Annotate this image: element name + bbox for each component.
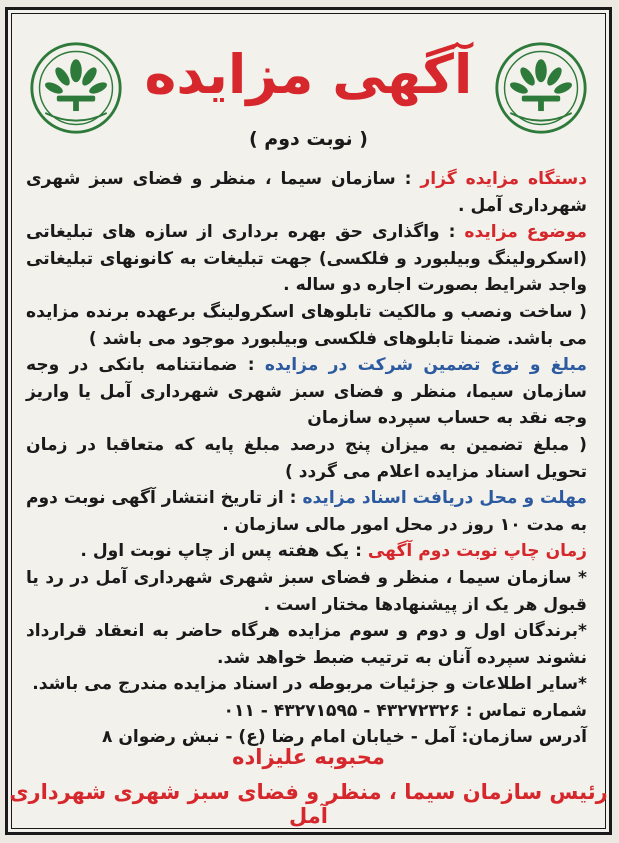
- notice-title: آگهی مزایده: [144, 43, 473, 106]
- construction-note: ( ساخت ونصب و مالکیت تابلوهای اسکرولینگ برعهده برنده مزایده می باشد. ضمنا تابلوهای فلکسی وبیلبورد موجود می باشد ): [26, 301, 587, 349]
- guarantee-label: مبلغ و نوع تضمین شرکت در مزایده: [264, 355, 587, 376]
- organization-logo-left: [28, 40, 124, 136]
- signer-title: رئیس سازمان سیما ، منظر و فضای سبز شهری شهرداری آمل: [9, 780, 608, 828]
- print-label: زمان چاپ نوبت دوم آگهی: [367, 541, 587, 562]
- signer-name: محبوبه علیزاده: [232, 745, 385, 769]
- notice-page: [5, 7, 612, 835]
- deadline-line: [26, 485, 587, 538]
- contact-phone: شماره تماس : ۴۳۲۷۲۳۲۶ - ۴۳۲۷۱۵۹۵ - ۰۱۱: [223, 700, 587, 721]
- guarantee-note: ( مبلغ تضمین به میزان پنج درصد مبلغ پایه که متعاقبا در زمان تحویل اسناد مزایده اعلام می گردد ): [26, 434, 587, 482]
- subject-value: : واگذاری حق بهره برداری از سازه های تبلیغاتی (اسکرولینگ وبیلبورد و فلکسی) جهت تبلیغات به کانونهای تبلیغاتی واجد شرایط بصورت اجاره دو ساله .: [26, 222, 587, 296]
- subject-label: موضوع مزایده: [464, 222, 588, 243]
- notice-body: [26, 166, 587, 751]
- auctioneer-value: : سازمان سیما ، منظر و فضای سبز شهری شهرداری آمل .: [26, 169, 587, 216]
- auctioneer-line: [26, 166, 587, 219]
- bullet-forfeit: *برندگان اول و دوم و سوم مزایده هرگاه حاضر به انعقاد قرارداد نشوند سپرده آنان به ترتیب ضبط خواهد شد.: [26, 621, 587, 668]
- auctioneer-label: دستگاه مزایده گزار: [420, 169, 587, 189]
- contact-address: آدرس سازمان: آمل - خیابان امام رضا (ع) - نبش رضوان ۸: [101, 727, 587, 748]
- deadline-label: مهلت و محل دریافت اسناد مزایده: [302, 488, 587, 509]
- guarantee-value: : ضمانتنامه بانکی در وجه سازمان سیما، منظر و فضای سبز شهری شهرداری آمل یا واریز وجه نقد به حساب سپرده سازمان: [26, 355, 587, 429]
- deadline-value: : از تاریخ انتشار آگهی نوبت دوم به مدت ۱۰ روز در محل امور مالی سازمان .: [25, 488, 587, 535]
- bullet-rejection: * سازمان سیما ، منظر و فضای سبز شهری شهرداری آمل در رد یا قبول هر یک از پیشنهادها مختار است .: [26, 567, 587, 615]
- notice-round: ( نوبت دوم ): [249, 128, 368, 150]
- print-line: [26, 538, 587, 565]
- organization-logo-right: [493, 40, 589, 136]
- guarantee-line: [26, 352, 587, 432]
- subject-line: [26, 219, 587, 299]
- bullet-details: *سایر اطلاعات و جزئیات مربوطه در اسناد مزایده مندرج می باشد.: [32, 674, 587, 695]
- print-value: : یک هفته پس از چاپ نوبت اول .: [80, 541, 362, 562]
